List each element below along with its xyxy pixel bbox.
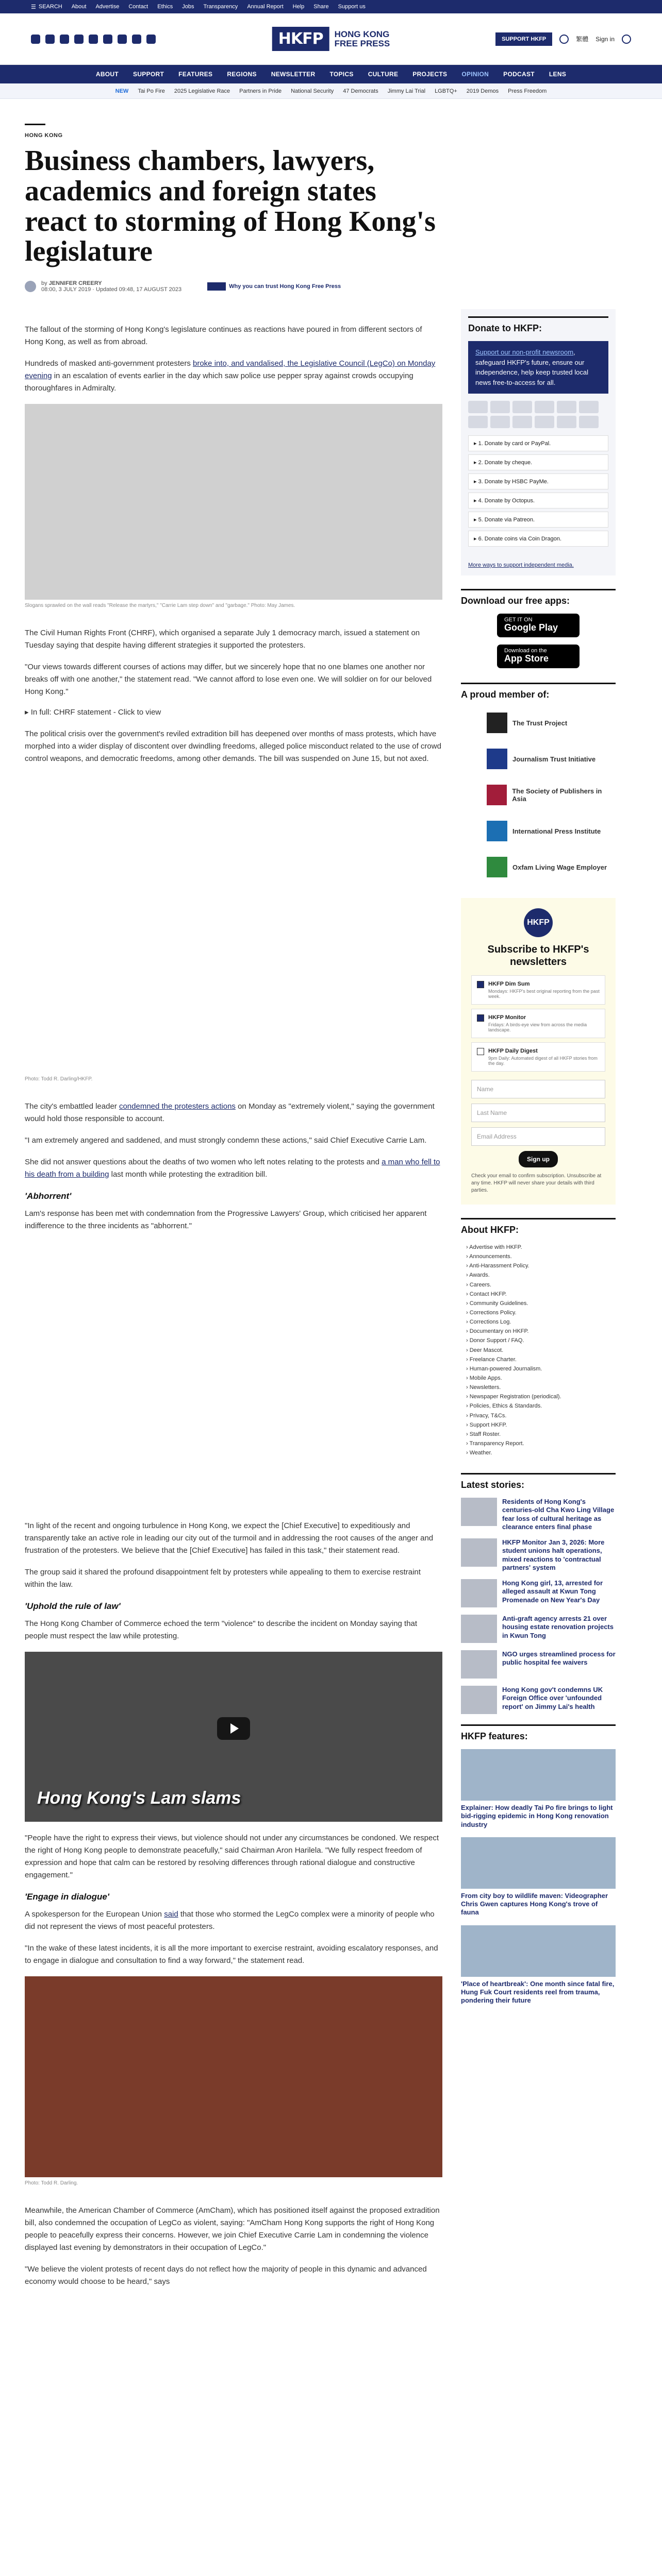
nav-item-culture[interactable]: CULTURE (368, 71, 399, 78)
about-link[interactable]: › Freelance Charter. (466, 1355, 616, 1364)
amex-icon (512, 401, 532, 413)
utility-link-annual-report[interactable]: Annual Report (247, 4, 284, 10)
story-card[interactable] (461, 1498, 616, 1531)
trending-item[interactable]: Jimmy Lai Trial (387, 88, 426, 94)
trending-item[interactable]: Partners in Pride (239, 88, 282, 94)
member-logo[interactable]: The Trust Project (461, 707, 616, 738)
embedded-post (25, 1242, 442, 1520)
about-link[interactable]: › Corrections Policy. (466, 1308, 616, 1317)
newsletter-option[interactable]: HKFP Daily Digest 9pm Daily: Automated digest of all HKFP stories from the day. (471, 1042, 605, 1072)
utility-bar (0, 0, 662, 13)
feature-image (461, 1749, 616, 1801)
about-link[interactable]: › Careers. (466, 1280, 616, 1290)
feature-card[interactable] (461, 1749, 616, 1829)
story-card[interactable] (461, 1650, 616, 1679)
about-link[interactable]: › Contact HKFP. (466, 1290, 616, 1299)
story-title[interactable]: Residents of Hong Kong's centuries-old Cha Kwo Ling Village fear loss of cultural heritage as clearance enters final phase (502, 1498, 615, 1531)
checkbox-checked-icon (477, 1014, 484, 1022)
paragraph: The Hong Kong Chamber of Commerce echoed the term "violence" to describe the incident on Monday saying that people must respect the law while protesting. (25, 1619, 418, 1641)
features-heading: HKFP features: (461, 1724, 616, 1742)
nav-item-lens[interactable]: LENS (549, 71, 567, 78)
youtube-icon[interactable] (89, 35, 98, 44)
play-icon[interactable] (217, 1717, 250, 1740)
about-link[interactable]: › Donor Support / FAQ. (466, 1336, 616, 1345)
newsletter-widget (461, 898, 616, 1205)
features-list (461, 1749, 616, 2005)
story-title[interactable]: Hong Kong girl, 13, arrested for alleged assault at Kwun Tong Promenade on New Year's Day (502, 1579, 603, 1604)
nav-item-about[interactable]: ABOUT (95, 71, 119, 78)
donate-option[interactable]: ▸ 6. Donate coins via Coin Dragon. (468, 531, 608, 547)
article-title: Business chambers, lawyers, academics and foreign states react to storming of Hong Kong's legislature (25, 145, 436, 268)
paragraph: A spokesperson for the European Union said that those who stormed the LegCo complex were a minority of people who did not represent the views of most peaceful protesters. (25, 1910, 435, 1931)
logo-wordmark: HONG KONG FREE PRESS (334, 29, 390, 48)
byline (25, 280, 442, 293)
paragraph: The group said it shared the profound disappointment felt by protesters while appealing to them to exercise restraint within the law. (25, 1568, 421, 1589)
more-support-link[interactable]: More ways to support independent media. (468, 562, 574, 568)
mastercard-icon (490, 401, 510, 413)
apps-heading: Download our free apps: (461, 589, 616, 606)
about-link[interactable]: › Awards. (466, 1270, 616, 1280)
subheading: 'Uphold the rule of law' (25, 1601, 121, 1612)
about-link[interactable]: › Anti-Harassment Policy. (466, 1261, 616, 1270)
twitter-icon[interactable] (45, 35, 55, 44)
paragraph: Meanwhile, the American Chamber of Commerce (AmCham), which has positioned itself against the proposed extradition bill, also condemned the occupation of LegCo as violent, saying: "AmCham Hong Kong supports the right of Hong Kong people to peacefully express their concerns. However, we join Chief Executive Carrie Lam in condemning the violence displayed last evening by demonstrators in their occupation of LegCo." (25, 2206, 440, 2252)
support-hkfp-button[interactable]: SUPPORT HKFP (495, 32, 552, 46)
email-field[interactable]: Email Address (471, 1127, 605, 1146)
utility-link-transparency[interactable]: Transparency (203, 4, 238, 10)
alipay-icon (557, 416, 576, 428)
newsletter-fineprint: Check your email to confirm subscription. Unsubscribe at any time. HKFP will never share your details with third parties. (471, 1173, 602, 1193)
paragraph: "I am extremely angered and saddened, and must strongly condemn these actions," said Chief Executive Carrie Lam. (25, 1136, 427, 1145)
section-label[interactable]: HONG KONG (25, 132, 63, 139)
app-store-button[interactable]: Download on the App Store (497, 645, 580, 668)
trending-item[interactable]: LGBTQ+ (435, 88, 457, 94)
mail-icon[interactable] (103, 35, 112, 44)
payme-icon (468, 416, 488, 428)
trending-item[interactable]: 2025 Legislative Race (174, 88, 230, 94)
nav-item-opinion[interactable]: OPINION (461, 71, 489, 78)
donate-option[interactable]: ▸ 4. Donate by Octopus. (468, 493, 608, 509)
byline-text: by JENNIFER CREERY 08:00, 3 JULY 2019 · Updated 09:48, 17 AUGUST 2023 (41, 280, 182, 293)
author-avatar (25, 281, 36, 292)
feature-card[interactable] (461, 1925, 616, 2005)
feature-image (461, 1925, 616, 1977)
donate-link[interactable]: Support our non-profit newsroom (475, 348, 574, 356)
story-title[interactable]: HKFP Monitor Jan 3, 2026: More student unions halt operations, mixed reactions to 'contractual partners' system (502, 1538, 605, 1571)
sidebar (461, 309, 616, 2013)
about-link[interactable]: › Human-powered Journalism. (466, 1364, 616, 1374)
utility-link-about[interactable]: About (71, 4, 87, 10)
google-play-button[interactable]: GET IT ON Google Play (497, 614, 580, 637)
wechat-icon (579, 416, 599, 428)
about-link[interactable]: › Policies, Ethics & Standards. (466, 1401, 616, 1411)
paragraph: Hundreds of masked anti-government protesters broke into, and vandalised, the Legislative Council (LegCo) on Monday evening in an escalation of events earlier in the day which saw police use pepper spray against crowds occupying thoroughfares in Admiralty. (25, 359, 436, 393)
member-logo[interactable]: The Society of Publishers in Asia (461, 779, 616, 810)
gpay-icon (579, 401, 599, 413)
story-thumbnail (461, 1538, 497, 1567)
donate-option[interactable]: ▸ 3. Donate by HSBC PayMe. (468, 473, 608, 489)
story-title[interactable]: Anti-graft agency arrests 21 over housing estate renovation projects in Kwun Tong (502, 1615, 614, 1639)
paragraph: "People have the right to express their views, but violence should not under any circumstances be condoned. We respect the right of Hong Kong people to demonstrate peacefully," said Chairman Aron Harilela. "We fully respect freedom of expression and hope that calm can be restored by resolving differences through rational dialogue and constructive engagement." (25, 1834, 439, 1880)
donate-option[interactable]: ▸ 1. Donate by card or PayPal. (468, 435, 608, 451)
feature-image (461, 1837, 616, 1889)
story-title[interactable]: NGO urges streamlined process for public hospital fee waivers (502, 1650, 616, 1667)
paragraph: She did not answer questions about the deaths of two women who left notes relating to the protests and a man who fell to his death from a building last month while protesting the extradition bill. (25, 1158, 440, 1179)
checkbox-checked-icon (477, 981, 484, 988)
paragraph: The city's embattled leader condemned the protesters actions on Monday as "extremely violent," saying the government would hold those responsible to account. (25, 1102, 435, 1124)
member-logo[interactable]: Journalism Trust Initiative (461, 743, 616, 774)
divider (25, 124, 45, 125)
about-link[interactable]: › Documentary on HKFP. (466, 1327, 616, 1336)
paragraph: "We believe the violent protests of recent days do not reflect how the majority of people in this dynamic and advanced economy would choose to be heard," says (25, 2265, 427, 2286)
nav-item-topics[interactable]: TOPICS (329, 71, 354, 78)
donate-message: Support our non-profit newsroom, safeguard HKFP's future, ensure our independence, help keep trusted local news free-to-access for all. (468, 341, 608, 394)
about-link[interactable]: › Staff Roster. (466, 1430, 616, 1439)
latest-heading: Latest stories: (461, 1473, 616, 1490)
about-link[interactable]: › Newsletters. (466, 1383, 616, 1392)
story-title[interactable]: Hong Kong gov't condemns UK Foreign Office over 'unfounded report' on Jimmy Lai's health (502, 1686, 603, 1710)
paypal-icon (535, 401, 554, 413)
paragraph: Lam's response has been met with condemnation from the Progressive Lawyers' Group, which criticised her apparent indifference to the three incidents as "abhorrent." (25, 1209, 427, 1231)
site-header (0, 13, 662, 65)
members-heading: A proud member of: (461, 683, 616, 700)
latest-stories (461, 1498, 616, 1714)
story-card[interactable] (461, 1615, 616, 1643)
utility-link-advertise[interactable]: Advertise (95, 4, 120, 10)
about-link[interactable]: › Corrections Log. (466, 1317, 616, 1327)
about-link[interactable]: › Advertise with HKFP. (466, 1243, 616, 1252)
applepay-icon (557, 401, 576, 413)
nav-item-regions[interactable]: REGIONS (227, 71, 257, 78)
about-link[interactable]: › Transparency Report. (466, 1439, 616, 1448)
nav-item-support[interactable]: SUPPORT (133, 71, 164, 78)
newsletter-option[interactable]: HKFP Dim Sum Mondays: HKFP's best original reporting from the past week. (471, 975, 605, 1005)
utility-link-support[interactable]: Support us (338, 4, 366, 10)
photo-caption: Slogans sprawled on the wall reads "Release the martyrs," "Carrie Lam step down" and "garbage." Photo: May James. (25, 603, 295, 609)
user-icon[interactable] (559, 35, 569, 44)
newsletter-option[interactable]: HKFP Monitor Fridays: A birds-eye view from across the media landscape. (471, 1009, 605, 1038)
video-title: Hong Kong's Lam slams (37, 1788, 241, 1808)
about-link[interactable]: › Deer Mascot. (466, 1346, 616, 1355)
paragraph: The fallout of the storming of Hong Kong's legislature continues as reactions have poured in from different sectors of Hong Kong, as well as from abroad. (25, 325, 422, 347)
article-photo (25, 1976, 442, 2177)
about-link[interactable]: › Mobile Apps. (466, 1374, 616, 1383)
article (25, 124, 442, 2297)
utility-link-ethics[interactable]: Ethics (157, 4, 173, 10)
patreon-icon (512, 416, 532, 428)
paragraph: The political crisis over the government's reviled extradition bill has deepened over months of mass protests, which have morphed into a wider display of discontent over dwindling freedoms, alleged police misconduct related to the use of crowd control weapons, and democratic freedoms, among other demands. The bill was suspended on June 15, but not axed. (25, 730, 441, 764)
feature-card[interactable] (461, 1837, 616, 1917)
telegram-icon[interactable] (118, 35, 127, 44)
facebook-icon[interactable] (31, 35, 40, 44)
inline-link[interactable]: said (164, 1910, 178, 1919)
about-link[interactable]: › Announcements. (466, 1252, 616, 1261)
about-link[interactable]: › Weather. (466, 1448, 616, 1458)
rss-icon[interactable] (146, 35, 156, 44)
octopus-icon (490, 416, 510, 428)
nav-item-features[interactable]: FEATURES (178, 71, 213, 78)
threads-icon[interactable] (74, 35, 84, 44)
article-dates: 08:00, 3 JULY 2019 · Updated 09:48, 17 AUGUST 2023 (41, 286, 182, 293)
header-actions (495, 32, 631, 46)
trending-item[interactable]: Press Freedom (508, 88, 547, 94)
paragraph: "In the wake of these latest incidents, it is all the more important to exercise restraint, avoiding escalatory responses, and to engage in dialogue and consultation to find a way forward," the statement read. (25, 1944, 438, 1965)
paragraph: The Civil Human Rights Front (CHRF), which organised a separate July 1 democracy march, issued a statement on Tuesday saying that despite having different strategies it supported the protesters. (25, 629, 420, 650)
story-card[interactable] (461, 1538, 616, 1572)
donate-option[interactable]: ▸ 2. Donate by cheque. (468, 454, 608, 470)
story-thumbnail (461, 1579, 497, 1607)
article-photo (25, 404, 442, 600)
story-thumbnail (461, 1498, 497, 1526)
site-logo[interactable] (272, 27, 390, 51)
payment-icons (468, 401, 608, 428)
checkbox-icon (477, 1048, 484, 1055)
newsletter-title: Subscribe to HKFP's newsletters (487, 944, 589, 968)
feature-title[interactable]: Explainer: How deadly Tai Po fire brings to light bid-rigging epidemic in Hong Kong renovation industry (461, 1804, 613, 1828)
utility-link-jobs[interactable]: Jobs (182, 4, 194, 10)
instagram-icon[interactable] (60, 35, 69, 44)
trending-item[interactable]: 47 Democrats (343, 88, 378, 94)
sign-in-link[interactable]: Sign in (595, 35, 615, 43)
photo-caption: Photo: Todd R. Darling. (25, 2180, 78, 2187)
trending-item[interactable]: Tai Po Fire (138, 88, 165, 94)
story-thumbnail (461, 1686, 497, 1714)
story-thumbnail (461, 1650, 497, 1679)
expand-statement-toggle[interactable]: ▸ In full: CHRF statement - Click to view (25, 708, 161, 717)
utility-link-contact[interactable]: Contact (128, 4, 148, 10)
donate-widget (461, 309, 616, 575)
donate-option[interactable]: ▸ 5. Donate via Patreon. (468, 512, 608, 528)
main-nav (0, 65, 662, 83)
about-link[interactable]: › Support HKFP. (466, 1420, 616, 1430)
social-links (31, 35, 156, 44)
sign-up-button[interactable]: Sign up (519, 1151, 558, 1167)
video-player[interactable] (25, 1652, 442, 1822)
language-switch[interactable]: 繁體 (576, 36, 589, 43)
visa-icon (468, 401, 488, 413)
linkedin-icon[interactable] (132, 35, 141, 44)
trust-link[interactable]: Why you can trust Hong Kong Free Press (207, 282, 341, 291)
nav-item-podcast[interactable]: PODCAST (503, 71, 535, 78)
nav-item-newsletter[interactable]: NEWSLETTER (271, 71, 316, 78)
nav-item-projects[interactable]: PROJECTS (412, 71, 448, 78)
story-card[interactable] (461, 1686, 616, 1714)
subheading: 'Engage in dialogue' (25, 1892, 109, 1902)
about-link[interactable]: › Privacy, T&Cs. (466, 1411, 616, 1420)
feature-title[interactable]: From city boy to wildlife maven: Videographer Chris Gwen captures Hong Kong's trove of fauna (461, 1891, 608, 1917)
paragraph: "Our views towards different courses of actions may differ, but we sincerely hope that no one blames one another nor breaks off with one another," the statement read. "We cannot afford to lose even one. We will soldier on for our beloved Hong Kong." (25, 663, 432, 697)
story-card[interactable] (461, 1579, 616, 1607)
about-link[interactable]: › Newspaper Registration (periodical). (466, 1392, 616, 1401)
photo-caption: Photo: Todd R. Darling/HKFP. (25, 1076, 93, 1082)
last-name-field[interactable]: Last Name (471, 1104, 605, 1122)
inline-link[interactable]: a man who fell to his death from a building (25, 1158, 440, 1179)
author-name[interactable]: JENNIFER CREERY (48, 280, 102, 287)
fps-icon (535, 416, 554, 428)
member-logo[interactable]: International Press Institute (461, 816, 616, 846)
member-logo[interactable]: Oxfam Living Wage Employer (461, 852, 616, 883)
trending-nav (0, 83, 662, 99)
inline-link[interactable]: broke into, and vandalised, the Legislative Council (LegCo) on Monday evening (25, 359, 436, 381)
paragraph: "In light of the recent and ongoing turbulence in Hong Kong, we expect the [Chief Executive] to expeditiously and transparently take an active role in leading our city out of the turmoil and in addressing the root causes of the anger and frustration of the protesters. We believe that the [Chief Executive] has failed in this task," their statement read. (25, 1521, 434, 1555)
newsletter-logo: HKFP (524, 908, 553, 937)
trending-label: NEW (115, 88, 129, 94)
trust-project-icon (207, 282, 226, 291)
about-link[interactable]: › Community Guidelines. (466, 1299, 616, 1308)
search-icon[interactable] (622, 35, 631, 44)
name-field[interactable]: Name (471, 1080, 605, 1098)
logo-mark: HKFP (272, 27, 329, 51)
search-link[interactable]: ☰ SEARCH (31, 4, 62, 10)
utility-link-share[interactable]: Share (313, 4, 329, 10)
story-thumbnail (461, 1615, 497, 1643)
trending-item[interactable]: National Security (291, 88, 334, 94)
utility-link-help[interactable]: Help (292, 4, 305, 10)
donate-heading: Donate to HKFP: (468, 316, 608, 334)
inline-link[interactable]: condemned the protesters actions (119, 1102, 236, 1111)
about-links (461, 1243, 616, 1458)
feature-title[interactable]: 'Place of heartbreak': One month since fatal fire, Hung Fuk Court residents reel from trauma, pondering their future (461, 1979, 615, 2005)
subheading: 'Abhorrent' (25, 1191, 72, 1201)
embedded-post (25, 774, 442, 1073)
hamburger-icon: ☰ (31, 4, 36, 10)
about-heading: About HKFP: (461, 1218, 616, 1235)
trending-item[interactable]: 2019 Demos (466, 88, 499, 94)
